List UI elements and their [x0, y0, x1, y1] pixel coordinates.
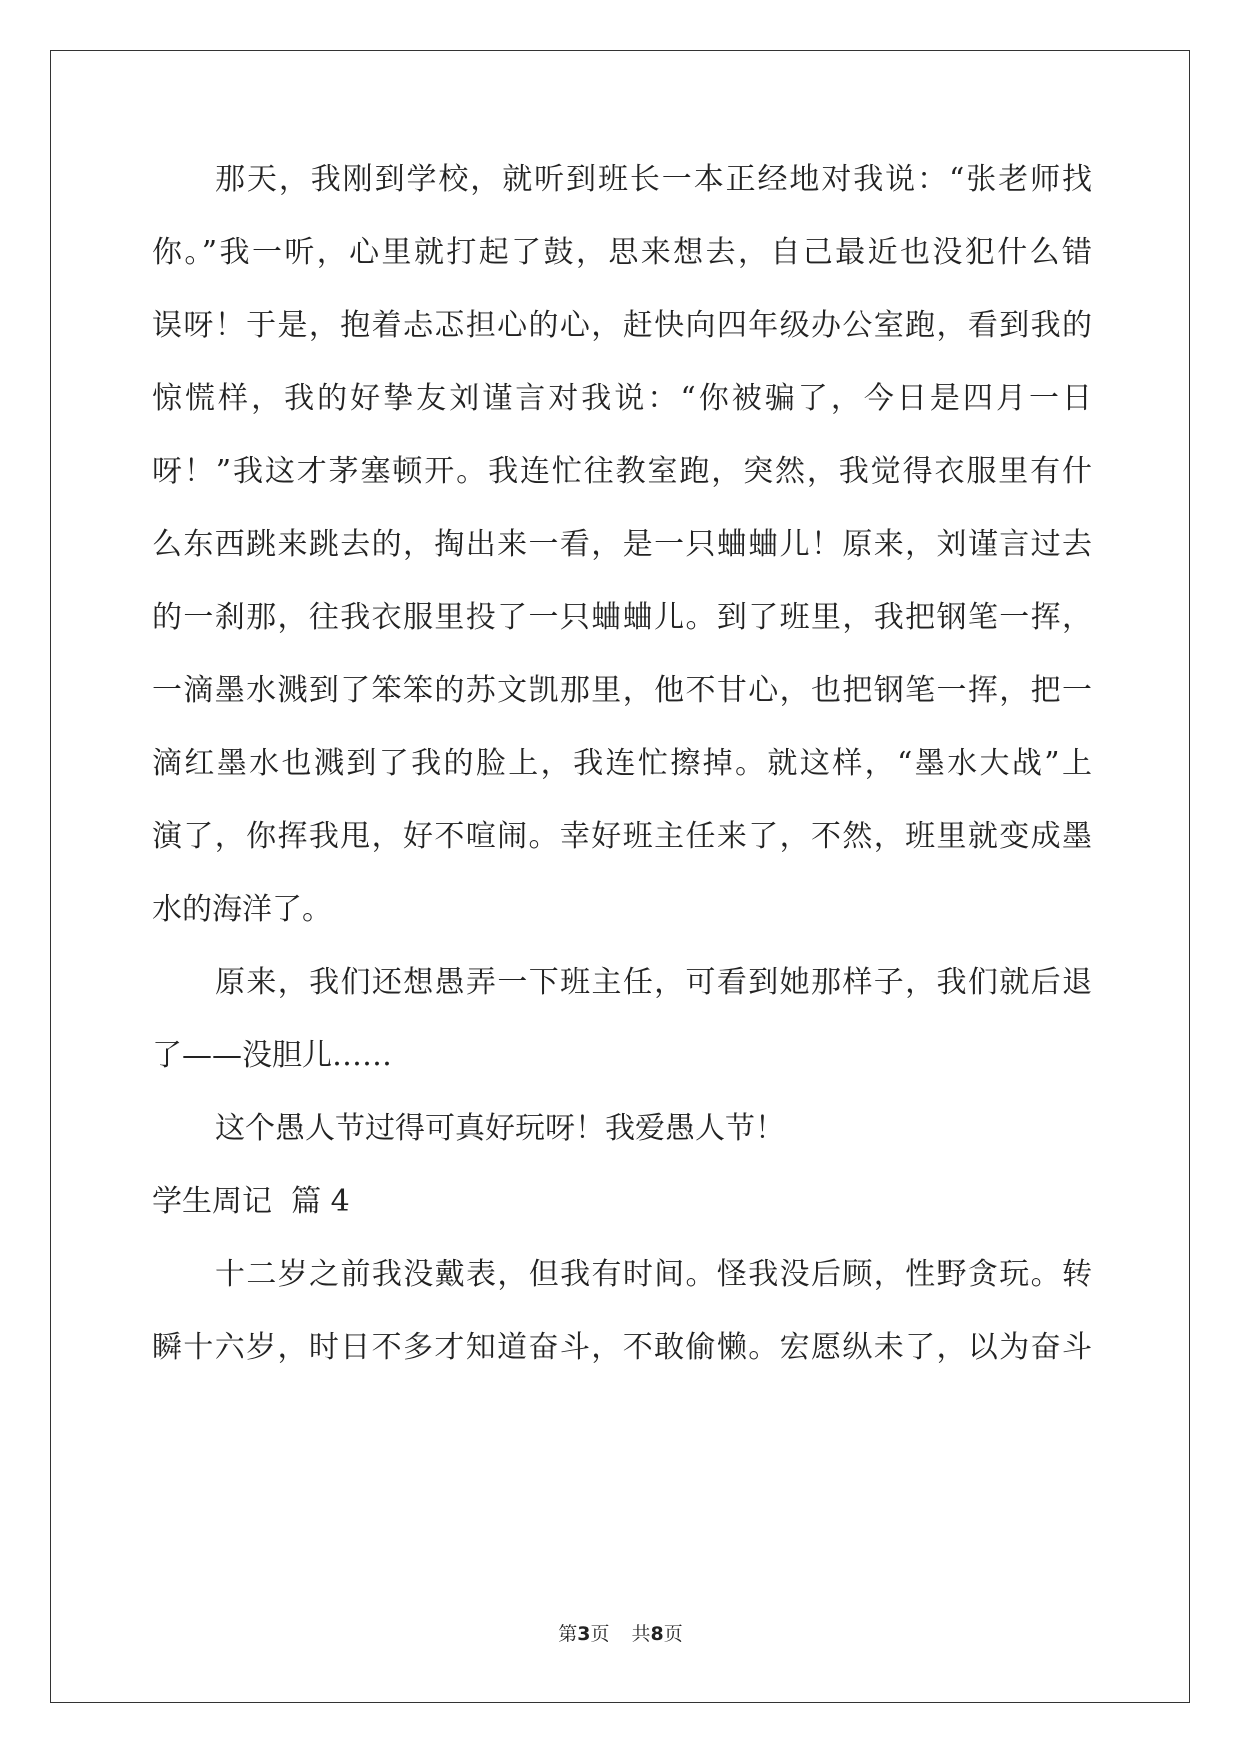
paragraph-line: 滴红墨水也溅到了我的脸上，我连忙擦掉。就这样，“墨水大战”上 [152, 746, 1092, 781]
page-border [50, 50, 1190, 1703]
section-heading: 学生周记 篇 4 [152, 1184, 350, 1219]
paragraph-line: 水的海洋了。 [152, 892, 332, 927]
paragraph-line: 这个愚人节过得可真好玩呀！我爱愚人节！ [215, 1111, 785, 1146]
paragraph-line: 么东西跳来跳去的，掏出来一看，是一只蛐蛐儿！原来，刘谨言过去 [152, 527, 1092, 562]
page-prefix: 第 [558, 1623, 578, 1645]
total-suffix: 页 [663, 1623, 683, 1645]
paragraph-line: 原来，我们还想愚弄一下班主任，可看到她那样子，我们就后退 [215, 965, 1092, 1000]
page-suffix: 页 [590, 1623, 610, 1645]
paragraph-line: 误呀！于是，抱着忐忑担心的心，赶快向四年级办公室跑，看到我的 [152, 308, 1092, 343]
paragraph-line: 演了，你挥我甩，好不喧闹。幸好班主任来了，不然，班里就变成墨 [152, 819, 1092, 854]
paragraph-line: 了——没胆儿…… [152, 1038, 392, 1073]
page-total: 8 [650, 1623, 664, 1645]
paragraph-line: 惊慌样，我的好挚友刘谨言对我说：“你被骗了，今日是四月一日 [152, 381, 1092, 416]
paragraph-line: 那天，我刚到学校，就听到班长一本正经地对我说：“张老师找 [215, 162, 1092, 197]
paragraph-line: 瞬十六岁，时日不多才知道奋斗，不敢偷懒。宏愿纵未了，以为奋斗 [152, 1330, 1092, 1365]
total-prefix: 共 [631, 1623, 651, 1645]
paragraph-line: 你。”我一听，心里就打起了鼓，思来想去，自己最近也没犯什么错 [152, 235, 1092, 270]
paragraph-line: 的一刹那，往我衣服里投了一只蛐蛐儿。到了班里，我把钢笔一挥， [152, 600, 1092, 635]
paragraph-line: 一滴墨水溅到了笨笨的苏文凯那里，他不甘心，也把钢笔一挥，把一 [152, 673, 1092, 708]
page-number: 3 [577, 1623, 591, 1645]
paragraph-line: 呀！”我这才茅塞顿开。我连忙往教室跑，突然，我觉得衣服里有什 [152, 454, 1092, 489]
page-footer [0, 1622, 1241, 1646]
paragraph-line: 十二岁之前我没戴表，但我有时间。怪我没后顾，性野贪玩。转 [215, 1257, 1092, 1292]
